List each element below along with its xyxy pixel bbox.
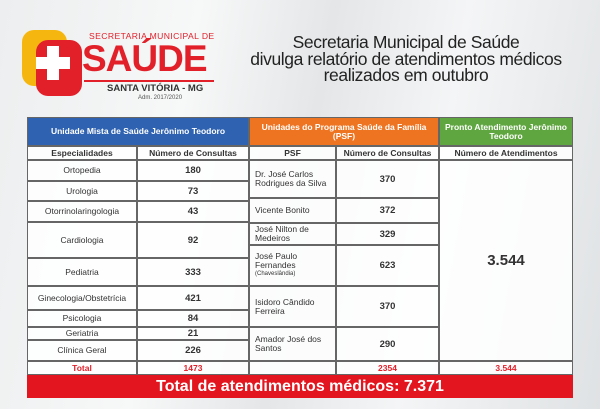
total-label: Total	[27, 361, 137, 375]
specialty-name: Clínica Geral	[27, 340, 137, 361]
psf-name: Amador José dos Santos	[249, 327, 336, 361]
header-psf: Unidades do Programa Saúde da Família (PSF)	[249, 117, 439, 146]
specialty-name: Otorrinolaringologia	[27, 201, 137, 222]
specialty-count: 21	[137, 327, 249, 340]
col-psf: PSF	[249, 146, 336, 160]
logo-adm: Adm. 2017/2020	[138, 95, 183, 101]
cross-icon-v	[47, 46, 59, 80]
col-atendimentos: Número de Atendimentos	[439, 146, 573, 160]
total-psf: 2354	[336, 361, 439, 375]
psf-name: Vicente Bonito	[249, 198, 336, 223]
psf-count: 370	[336, 286, 439, 327]
col-consultas: Número de Consultas	[137, 146, 249, 160]
psf-count: 290	[336, 327, 439, 361]
logo-city: SANTA VITÓRIA - MG	[107, 83, 204, 94]
specialty-name: Urologia	[27, 181, 137, 201]
specialty-count: 421	[137, 286, 249, 310]
cell-subtext: (Chaveslândia)	[255, 271, 296, 277]
header-pronto-atendimento: Pronto Atendimento Jerônimo Teodoro	[439, 117, 573, 146]
cell-text: José Paulo Fernandes	[255, 251, 298, 270]
total-unidade-mista: 1473	[137, 361, 249, 375]
specialty-name: Geriatria	[27, 327, 137, 340]
psf-count: 329	[336, 223, 439, 245]
pronto-value: 3.544	[439, 160, 573, 361]
specialty-count: 92	[137, 222, 249, 258]
specialty-name: Psicologia	[27, 310, 137, 327]
specialty-count: 180	[137, 160, 249, 181]
specialty-count: 84	[137, 310, 249, 327]
headline-line: Secretaria Municipal de Saúde	[292, 32, 520, 52]
header-unidade-mista: Unidade Mista de Saúde Jerônimo Teodoro	[27, 117, 249, 146]
saude-logo	[22, 26, 222, 106]
logo-divider	[84, 80, 214, 82]
psf-count: 623	[336, 245, 439, 286]
psf-count: 370	[336, 160, 439, 198]
specialty-name: Ortopedia	[27, 160, 137, 181]
headline-line: realizados em outubro	[323, 65, 489, 85]
specialty-name: Cardiologia	[27, 222, 137, 258]
psf-count: 372	[336, 198, 439, 223]
total-psf-blank	[249, 361, 336, 375]
psf-name	[249, 245, 336, 286]
psf-name: José Nilton de Medeiros	[249, 223, 336, 245]
total-pronto: 3.544	[439, 361, 573, 375]
specialty-count: 43	[137, 201, 249, 222]
headline	[236, 34, 576, 84]
logo-main-text: SAÚDE	[82, 38, 207, 79]
col-especialidades: Especialidades	[27, 146, 137, 160]
specialty-count: 226	[137, 340, 249, 361]
specialty-name: Pediatria	[27, 258, 137, 286]
psf-name: Isidoro Cândido Ferreira	[249, 286, 336, 327]
headline-line: divulga relatório de atendimentos médicos	[250, 48, 562, 69]
specialty-count: 73	[137, 181, 249, 201]
logo-top-text: SECRETARIA MUNICIPAL DE	[89, 31, 215, 41]
psf-name: Dr. José Carlos Rodrigues da Silva	[249, 160, 336, 198]
grand-total-banner: Total de atendimentos médicos: 7.371	[27, 375, 573, 398]
specialty-name: Ginecologia/Obstetrícia	[27, 286, 137, 310]
col-psf-consultas: Número de Consultas	[336, 146, 439, 160]
specialty-count: 333	[137, 258, 249, 286]
